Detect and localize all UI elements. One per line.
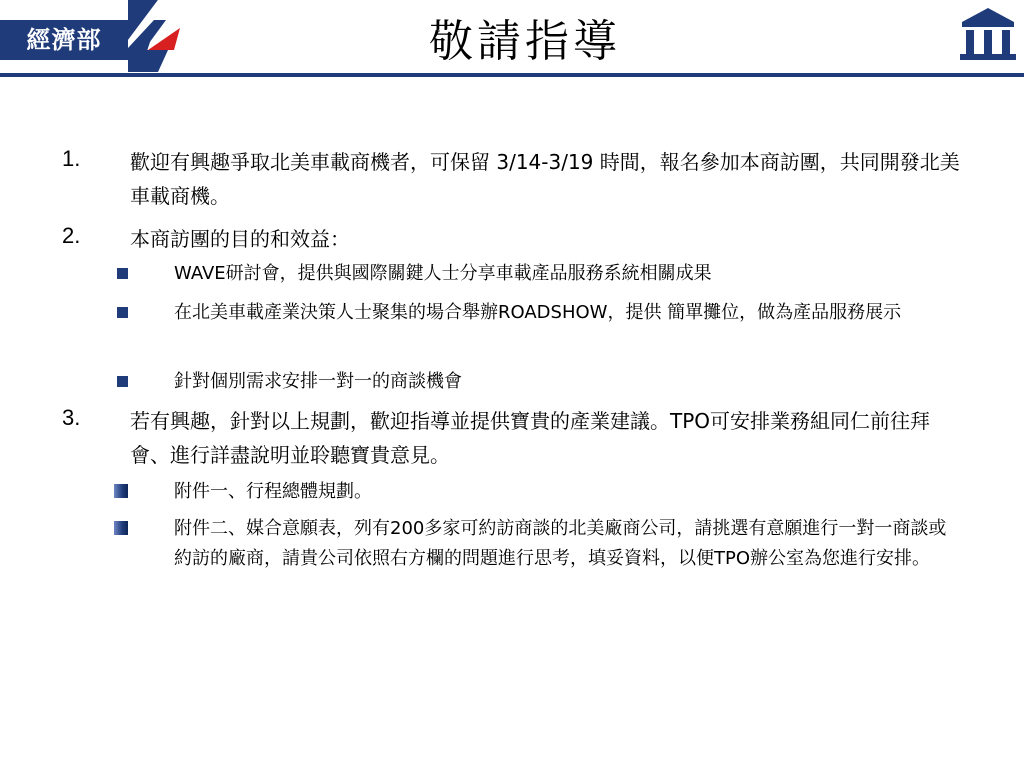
- item-text: 本商訪團的目的和效益：: [130, 227, 350, 251]
- bullet-gradient-square-icon: [114, 484, 128, 498]
- bullet-square-icon: [117, 376, 128, 387]
- sub-item: 針對個別需求安排一對一的商談機會: [174, 371, 462, 392]
- sub-item: 附件一、行程總體規劃。: [174, 481, 372, 502]
- bullet-square-icon: [117, 268, 128, 279]
- logo-arrow-mark-icon: [128, 0, 196, 72]
- item-number: 1.: [62, 146, 81, 171]
- sub-item: 附件二、媒合意願表，列有200多家可約訪商談的北美廠商公司，請挑選有意願進行一對一商談或約訪的廠商，請貴公司依照右方欄的問題進行思考，填妥資料，以便TPO辦公室為您進行安排。: [174, 518, 947, 569]
- item-text: 歡迎有興趣爭取北美車載商機者，可保留 3/14-3/19 時間，報名參加本商訪團，共同開發北美車載商機。: [130, 150, 960, 208]
- bullet-gradient-square-icon: [114, 521, 128, 535]
- page-title: 敬請指導: [429, 16, 621, 67]
- header-rule: [0, 73, 1024, 77]
- bullet-square-icon: [117, 307, 128, 318]
- header: [0, 0, 1024, 80]
- item-text: 若有興趣，針對以上規劃，歡迎指導並提供寶貴的產業建議。TPO可安排業務組同仁前往拜會、進行詳盡說明並聆聽寶貴意見。: [130, 409, 931, 467]
- logo-text: 經濟部: [0, 20, 128, 60]
- item-number: 3.: [62, 405, 81, 430]
- sub-item: 在北美車載產業決策人士聚集的場合舉辦ROADSHOW，提供 簡單攤位，做為產品服務展示: [174, 302, 902, 323]
- bank-building-icon: [958, 6, 1018, 62]
- item-number: 2.: [62, 223, 81, 248]
- moea-logo: [0, 0, 195, 72]
- sub-item: WAVE研討會，提供與國際關鍵人士分享車載產品服務系統相關成果: [174, 263, 712, 284]
